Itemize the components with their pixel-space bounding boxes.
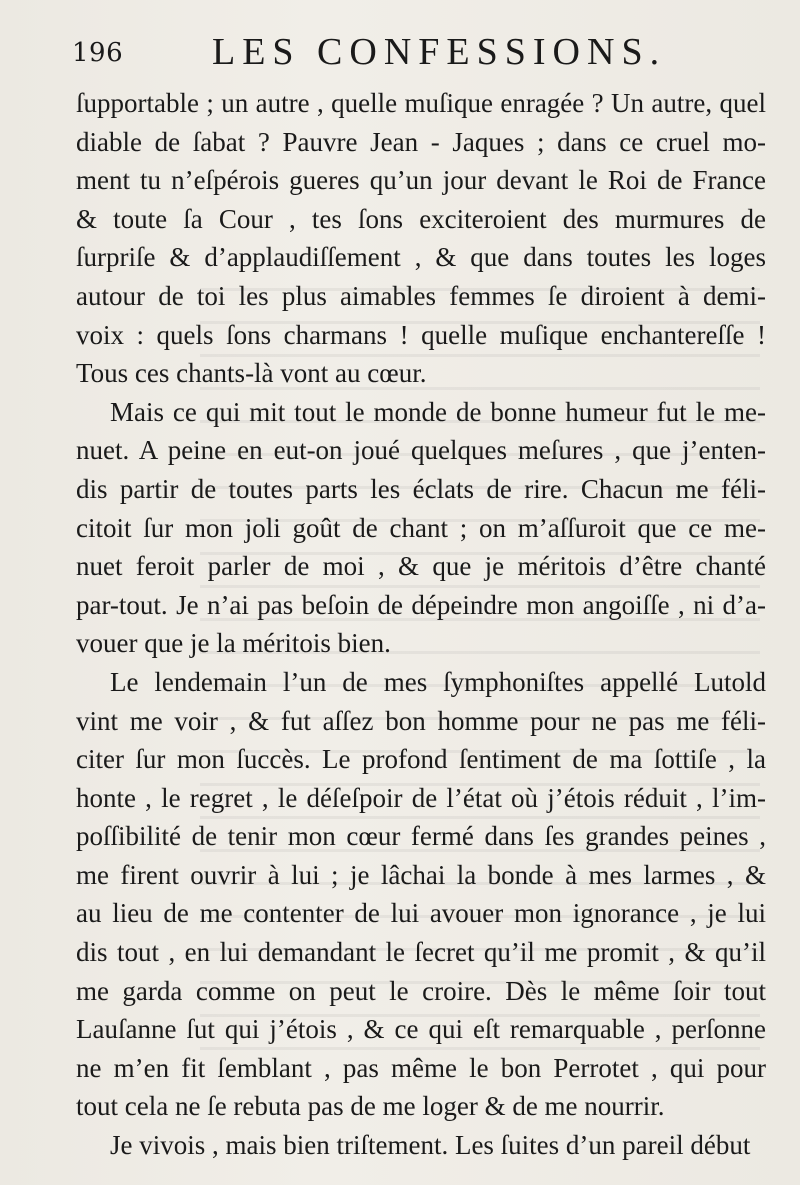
body-text: [76, 84, 766, 1165]
text-line: & toute ſa Cour , tes ſons exciteroient des murmures de: [76, 203, 766, 234]
text-line: poſſibilité de tenir mon cœur fermé dans ſes grandes peines ,: [76, 821, 766, 852]
text-line: Le lendemain l’un de mes ſymphoniſtes appellé Lutold: [110, 666, 766, 697]
text-line: nuet feroit parler de moi , & que je méritois d’être chanté: [76, 551, 766, 582]
text-line: voix : quels ſons charmans ! quelle muſique enchantereſſe !: [76, 319, 766, 350]
text-line: dis tout , en lui demandant le ſecret qu’il me promit , & qu’il: [76, 937, 766, 968]
text-line: tout cela ne ſe rebuta pas de me loger & de me nourrir.: [76, 1091, 665, 1122]
text-line: me garda comme on peut le croire. Dès le même ſoir tout: [76, 975, 766, 1006]
text-line: Je vivois , mais bien triſtement. Les ſuites d’un pareil début: [110, 1130, 751, 1161]
paragraph: [76, 1126, 766, 1165]
paragraph: [76, 393, 766, 663]
text-line: vint me voir , & fut aſſez bon homme pour ne pas me féli-: [76, 705, 766, 736]
running-title: LES CONFESSIONS.: [212, 31, 667, 73]
text-line: Tous ces chants-là vont au cœur.: [76, 358, 427, 389]
text-line: ſupportable ; un autre , quelle muſique enragée ? Un autre, quel: [76, 88, 766, 118]
text-line: par-tout. Je n’ai pas beſoin de dépeindre mon angoiſſe , ni d’a-: [76, 589, 766, 620]
text-line: au lieu de me contenter de lui avouer mon ignorance , je lui: [76, 898, 766, 929]
text-line: me firent ouvrir à lui ; je lâchai la bonde à mes larmes , &: [76, 859, 766, 890]
text-line: dis partir de toutes parts les éclats de rire. Chacun me féli-: [76, 473, 766, 504]
text-line: autour de toi les plus aimables femmes ſe diroient à demi-: [76, 280, 766, 311]
text-line: ment tu n’eſpérois gueres qu’un jour devant le Roi de France: [76, 165, 766, 196]
text-line: honte , le regret , le déſeſpoir de l’état où j’étois réduit , l’im-: [76, 782, 766, 813]
page-header: [72, 28, 762, 78]
text-line: diable de ſabat ? Pauvre Jean - Jaques ; dans ce cruel mo-: [76, 126, 766, 157]
paragraph: [76, 663, 766, 1126]
text-line: vouer que je la méritois bien.: [76, 628, 391, 659]
text-line: citer ſur mon ſuccès. Le profond ſentiment de ma ſottiſe , la: [76, 744, 766, 775]
text-line: Lauſanne ſut qui j’étois , & ce qui eſt remarquable , perſonne: [76, 1014, 766, 1045]
text-line: ne m’en fit ſemblant , pas même le bon Perrotet , qui pour: [76, 1052, 766, 1083]
paragraph: [76, 84, 766, 393]
text-line: citoit ſur mon joli goût de chant ; on m’aſſuroit que ce me-: [76, 512, 766, 543]
text-line: nuet. A peine en eut-on joué quelques meſures , que j’enten-: [76, 435, 766, 466]
text-line: ſurpriſe & d’applaudiſſement , & que dans toutes les loges: [76, 242, 766, 273]
page-number: 196: [72, 38, 124, 68]
text-line: Mais ce qui mit tout le monde de bonne humeur fut le me-: [110, 396, 766, 427]
